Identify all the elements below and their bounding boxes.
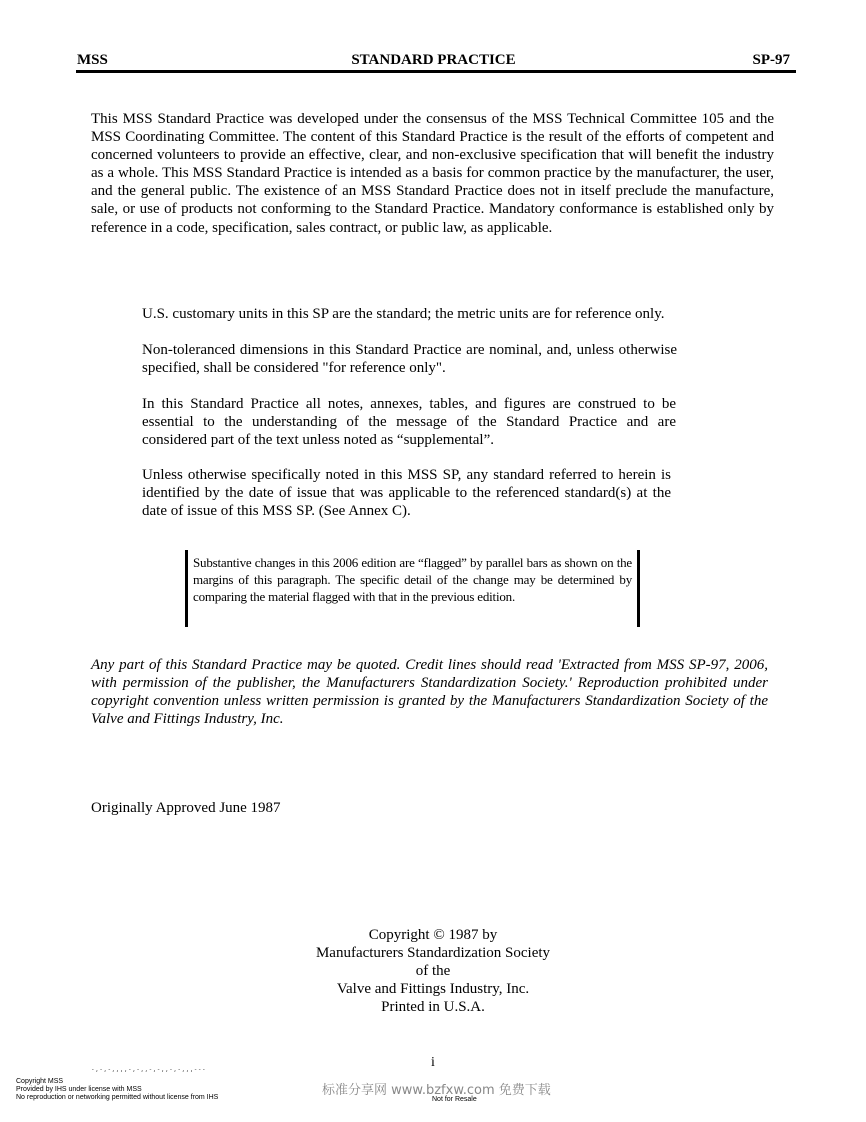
ihs-copyright-line: Copyright MSS <box>16 1078 64 1085</box>
ihs-reproduction-line: No reproduction or networking permitted without license from IHS <box>16 1094 219 1101</box>
flagged-changes-note: Substantive changes in this 2006 edition are “flagged” by parallel bars as shown on the margins of this paragraph. The specific detail of the change may be determined by comparing the material flagged with that in the previous edition. <box>185 550 640 627</box>
copyright-line: Copyright © 1987 by <box>368 927 498 943</box>
header-rule <box>76 70 796 73</box>
annexes-note: In this Standard Practice all notes, annexes, tables, and figures are construed to be essential to the understanding of the message of the Standard Practice and are considered part of the text unless noted as “supplemental”. <box>142 396 676 449</box>
intro-paragraph: This MSS Standard Practice was developed under the consensus of the MSS Technical Committee 105 and the MSS Coordinating Committee. The content of this Standard Practice is the result of the efforts of competent and concerned volunteers to provide an effective, clear, and non-exclusive specification that will benefit the industry as a whole. This MSS Standard Practice is intended as a basis for common practice by the manufacturer, the user, and the general public. The existence of an MSS Standard Practice does not in itself preclude the manufacture, sale, or use of products not conforming to the Standard Practice. Mandatory conformance is established only by reference in a code, specification, sales contract, or public law, as applicable. <box>91 111 774 236</box>
header-org: MSS <box>77 52 108 68</box>
copyright-org-line: Manufacturers Standardization Society <box>315 945 551 962</box>
copyright-industry-line: Valve and Fittings Industry, Inc. <box>336 981 530 998</box>
printed-in-line: Printed in U.S.A. <box>381 999 485 1016</box>
ihs-license-notice <box>16 1078 218 1102</box>
references-note: Unless otherwise specifically noted in this MSS SP, any standard referred to herein is identified by the date of issue that was applicable to the referenced standard(s) at the date of issue of this MSS SP. (See Annex C). <box>142 467 671 520</box>
footer-scribble: -,-,-,,,,-,-,,-,-,,-,-,,,--- <box>91 1066 207 1073</box>
copyright-of-the-line: of the <box>415 963 451 980</box>
units-note: U.S. customary units in this SP are the standard; the metric units are for reference only. <box>142 306 665 322</box>
header-title: STANDARD PRACTICE <box>351 52 516 68</box>
not-for-resale-label: Not for Resale <box>432 1096 477 1103</box>
approval-date: Originally Approved June 1987 <box>91 800 281 816</box>
copyright-block <box>233 926 633 1016</box>
non-toleranced-note: Non-toleranced dimensions in this Standard Practice are nominal, and, unless otherwise specified, shall be considered "for reference only". <box>142 342 677 377</box>
site-watermark: 标准分享网 www.bzfxw.com 免费下载 <box>322 1083 551 1098</box>
quote-permission-paragraph: Any part of this Standard Practice may be quoted. Credit lines should read 'Extracted from MSS SP-97, 2006, with permission of the publisher, the Manufacturers Standardization Society.' Reproduction prohibited under copyright convention unless written permission is granted by the Manufacturers Standardization Society of the Valve and Fittings Industry, Inc. <box>91 657 768 728</box>
header-doc-number: SP-97 <box>752 52 790 68</box>
page-header <box>77 52 790 70</box>
page-number: i <box>431 1055 435 1070</box>
ihs-provided-line: Provided by IHS under license with MSS <box>16 1086 142 1093</box>
